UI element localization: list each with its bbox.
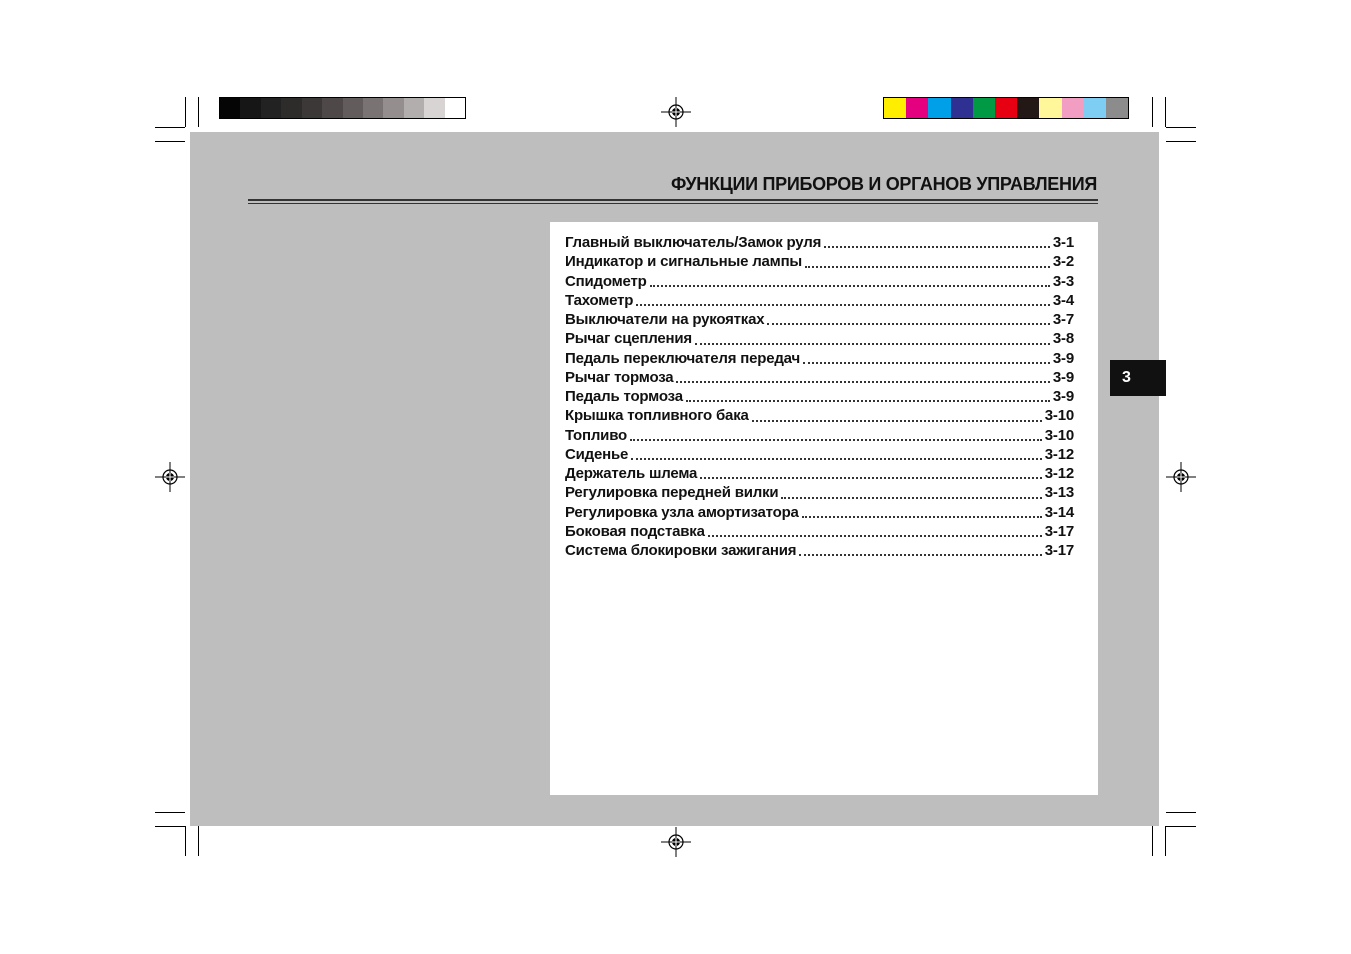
contents-entry-page: 3-8 <box>1052 330 1074 348</box>
manual-page <box>190 132 1159 826</box>
contents-entry-label: Главный выключатель/Замок руля <box>565 234 822 251</box>
contents-entry <box>565 273 1074 292</box>
contents-entry-page: 3-13 <box>1044 484 1074 502</box>
contents-entry <box>565 446 1074 465</box>
gray-swatch <box>383 98 403 118</box>
contents-entry <box>565 388 1074 407</box>
contents-entry-page: 3-7 <box>1052 311 1074 328</box>
contents-entry <box>565 542 1074 561</box>
contents-entry-label: Держатель шлема <box>565 465 698 482</box>
contents-entry-page: 3-10 <box>1044 407 1074 425</box>
contents-entry-page: 3-3 <box>1052 272 1074 290</box>
contents-entry-label: Система блокировки зажигания <box>565 542 797 559</box>
chapter-tab: 3 <box>1110 360 1166 396</box>
contents-entry-label: Регулировка передней вилки <box>565 484 779 502</box>
title-rule-thin <box>248 203 1098 204</box>
contents-entry-label: Тахометр <box>565 291 634 309</box>
contents-entry-page: 3-9 <box>1052 388 1074 405</box>
contents-entry-label: Индикатор и сигнальные лампы <box>565 253 803 271</box>
registration-mark-right <box>1166 462 1196 492</box>
contents-entry-label: Сиденье <box>565 445 629 463</box>
contents-entry-page: 3-12 <box>1044 465 1074 482</box>
dot-leader <box>636 303 1050 306</box>
dot-leader <box>650 284 1050 287</box>
contents-entry-page: 3-14 <box>1044 503 1074 521</box>
contents-entry-page: 3-17 <box>1044 522 1074 540</box>
dot-leader <box>781 496 1041 499</box>
color-swatch <box>995 98 1017 118</box>
gray-swatch <box>424 98 444 118</box>
contents-entry-label: Выключатели на рукоятках <box>565 311 765 328</box>
gray-swatch <box>343 98 363 118</box>
title-rule <box>248 199 1098 201</box>
gray-swatch <box>302 98 322 118</box>
contents-entry <box>565 292 1074 311</box>
color-swatch <box>1039 98 1061 118</box>
dot-leader <box>708 534 1042 537</box>
dot-leader <box>695 342 1050 345</box>
contents-entry-label: Крышка топливного бака <box>565 407 749 425</box>
color-calibration-bar <box>883 97 1129 119</box>
color-swatch <box>1017 98 1039 118</box>
gray-swatch <box>363 98 383 118</box>
contents-entry-label: Рычаг сцепления <box>565 330 692 348</box>
gray-swatch <box>281 98 301 118</box>
color-swatch <box>906 98 928 118</box>
grayscale-calibration-bar <box>219 97 466 119</box>
dot-leader <box>631 457 1042 460</box>
contents-entry <box>565 350 1074 369</box>
gray-swatch <box>240 98 260 118</box>
dot-leader <box>767 322 1050 325</box>
contents-entry-page: 3-9 <box>1052 368 1074 386</box>
dot-leader <box>803 361 1050 364</box>
contents-panel <box>550 222 1098 795</box>
contents-entry <box>565 407 1074 426</box>
gray-swatch <box>261 98 281 118</box>
contents-entry-label: Спидометр <box>565 272 647 290</box>
contents-entry-page: 3-2 <box>1052 253 1074 271</box>
color-swatch <box>951 98 973 118</box>
contents-entry-label: Топливо <box>565 426 627 444</box>
contents-entry-page: 3-17 <box>1044 542 1074 559</box>
dot-leader <box>752 419 1042 422</box>
contents-entry <box>565 484 1074 503</box>
dot-leader <box>700 476 1042 479</box>
dot-leader <box>799 553 1041 556</box>
contents-entry <box>565 234 1074 253</box>
contents-list <box>565 234 1074 561</box>
contents-entry-label: Боковая подставка <box>565 522 705 540</box>
color-swatch <box>1106 98 1128 118</box>
color-swatch <box>973 98 995 118</box>
contents-entry-label: Регулировка узла амортизатора <box>565 503 799 521</box>
dot-leader <box>802 515 1042 518</box>
contents-entry-page: 3-10 <box>1044 426 1074 444</box>
contents-entry <box>565 523 1074 542</box>
contents-entry <box>565 427 1074 446</box>
dot-leader <box>805 265 1050 268</box>
registration-mark-top <box>661 97 691 127</box>
contents-entry-page: 3-12 <box>1044 445 1074 463</box>
contents-entry-label: Рычаг тормоза <box>565 368 674 386</box>
color-swatch <box>928 98 950 118</box>
dot-leader <box>676 380 1049 383</box>
gray-swatch <box>322 98 342 118</box>
registration-mark-left <box>155 462 185 492</box>
gray-swatch <box>220 98 240 118</box>
contents-entry-page: 3-4 <box>1052 291 1074 309</box>
contents-entry-page: 3-9 <box>1052 349 1074 367</box>
contents-entry-page: 3-1 <box>1052 234 1074 251</box>
dot-leader <box>686 399 1050 402</box>
contents-entry <box>565 369 1074 388</box>
color-swatch <box>884 98 906 118</box>
registration-mark-bottom <box>661 827 691 857</box>
contents-entry-label: Педаль переключателя передач <box>565 349 800 367</box>
contents-entry <box>565 504 1074 523</box>
color-swatch <box>1062 98 1084 118</box>
page-title: ФУНКЦИИ ПРИБОРОВ И ОРГАНОВ УПРАВЛЕНИЯ <box>670 174 1097 194</box>
dot-leader <box>630 438 1042 441</box>
gray-swatch <box>404 98 424 118</box>
dot-leader <box>824 245 1050 248</box>
contents-entry <box>565 330 1074 349</box>
gray-swatch <box>445 98 465 118</box>
contents-entry <box>565 465 1074 484</box>
contents-entry <box>565 253 1074 272</box>
contents-entry <box>565 311 1074 330</box>
color-swatch <box>1084 98 1106 118</box>
contents-entry-label: Педаль тормоза <box>565 388 683 405</box>
